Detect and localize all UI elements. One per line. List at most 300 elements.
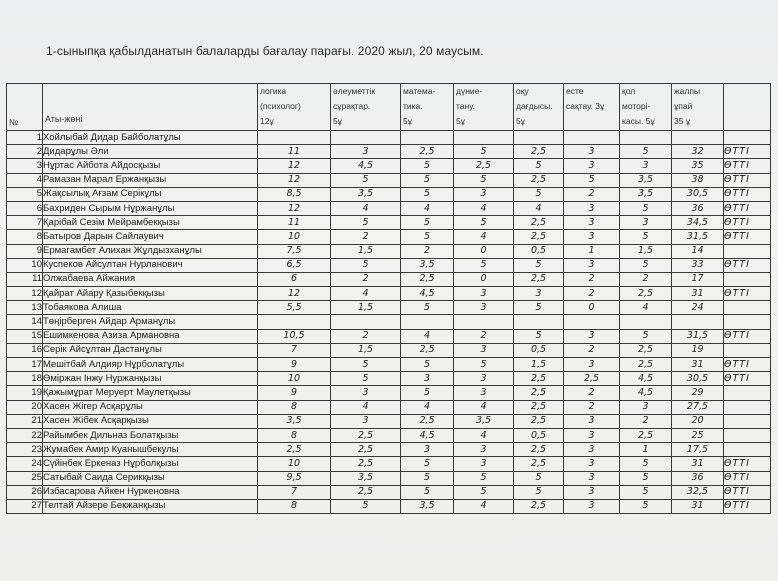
student-name: Олжабаева Айжания [43,272,258,286]
result-cell: ӨТТІ [724,372,771,386]
row-number: 10 [7,258,43,272]
score-cell [564,131,620,145]
score-cell: 17 [672,272,724,286]
score-cell: 5 [401,216,454,230]
score-cell: 5 [331,358,401,372]
score-cell: 5 [620,457,672,471]
score-cell: 12 [258,287,331,301]
score-cell: 3 [454,287,514,301]
score-cell: 2,5 [620,358,672,372]
header-math: матема- тика. 5ұ [401,84,454,131]
row-number: 21 [7,414,43,428]
row-number: 9 [7,244,43,258]
score-cell: 0 [454,244,514,258]
row-number: 24 [7,457,43,471]
score-cell: 4 [454,428,514,442]
score-cell: 2,5 [331,428,401,442]
header-memory: есте сақтау. 3ұ [564,84,620,131]
score-cell: 3 [564,485,620,499]
score-cell: 36 [672,201,724,215]
result-cell: ӨТТІ [724,258,771,272]
score-cell: 2 [454,329,514,343]
row-number: 23 [7,443,43,457]
result-cell [724,386,771,400]
result-cell: ӨТТІ [724,358,771,372]
score-cell: 4 [331,201,401,215]
score-cell: 3 [564,145,620,159]
score-cell: 3 [564,428,620,442]
score-cell: 3,5 [401,258,454,272]
score-cell: 4 [401,329,454,343]
header-no: № [7,84,43,131]
score-cell: 17,5 [672,443,724,457]
score-cell: 5 [331,173,401,187]
score-cell: 31 [672,457,724,471]
score-cell: 32,5 [672,485,724,499]
score-cell: 5 [454,216,514,230]
score-cell: 5 [514,258,564,272]
score-cell: 5 [401,485,454,499]
score-cell: 5 [331,499,401,513]
score-cell: 2,5 [514,145,564,159]
score-cell [454,131,514,145]
result-cell: ӨТТІ [724,287,771,301]
score-cell: 5 [564,173,620,187]
score-cell: 20 [672,414,724,428]
row-number: 27 [7,499,43,513]
score-cell: 2,5 [331,485,401,499]
student-name: Тобаякова Алиша [43,301,258,315]
result-cell [724,428,771,442]
table-row [7,485,771,499]
score-cell: 3 [564,443,620,457]
student-name: Қажымұрат Меруерт Маулетқызы [43,386,258,400]
score-cell: 3 [401,372,454,386]
score-cell [564,315,620,329]
score-cell: 2,5 [514,272,564,286]
score-cell: 3 [620,400,672,414]
score-cell: 3 [564,414,620,428]
score-cell: 5 [514,301,564,315]
score-cell [331,315,401,329]
score-cell: 6,5 [258,258,331,272]
score-cell: 3 [564,159,620,173]
score-cell: 2,5 [620,343,672,357]
score-cell: 3 [564,358,620,372]
score-cell: 34,5 [672,216,724,230]
score-cell: 2 [564,187,620,201]
student-name: Телтай Айзере Бекжанқызы [43,499,258,513]
student-name: Рамазан Марал Ержанқызы [43,173,258,187]
table-row [7,400,771,414]
student-name: Нұртас Айбота Айдосқызы [43,159,258,173]
score-cell: 5 [331,258,401,272]
score-cell: 31,5 [672,230,724,244]
result-cell: ӨТТІ [724,145,771,159]
score-cell: 12 [258,173,331,187]
score-cell: 5 [401,301,454,315]
score-cell: 4,5 [401,428,454,442]
score-cell: 19 [672,343,724,357]
score-cell: 1,5 [331,343,401,357]
score-cell: 5 [454,358,514,372]
score-cell: 1,5 [514,358,564,372]
score-cell: 3 [564,471,620,485]
score-cell: 8 [258,499,331,513]
table-row [7,159,771,173]
score-cell: 5 [401,230,454,244]
score-cell [514,315,564,329]
score-cell: 5 [331,216,401,230]
score-cell: 4 [331,287,401,301]
score-cell: 10,5 [258,329,331,343]
score-cell: 3 [331,414,401,428]
score-cell: 5 [514,329,564,343]
score-cell: 5,5 [258,301,331,315]
score-cell: 5 [454,145,514,159]
table-row [7,471,771,485]
score-cell: 2 [331,230,401,244]
score-cell: 3,5 [620,173,672,187]
score-cell: 5 [620,145,672,159]
table-row [7,244,771,258]
row-number: 8 [7,230,43,244]
table-row [7,173,771,187]
score-cell: 5 [401,173,454,187]
student-name: Райымбек Дильназ Болатқызы [43,428,258,442]
table-row [7,414,771,428]
score-cell: 1,5 [331,301,401,315]
score-cell: 5 [514,159,564,173]
result-cell [724,301,771,315]
score-cell: 2 [620,414,672,428]
result-cell [724,343,771,357]
header-result [724,84,771,131]
result-cell: ӨТТІ [724,485,771,499]
score-cell: 2,5 [331,443,401,457]
score-cell: 0,5 [514,343,564,357]
score-cell: 2,5 [514,216,564,230]
score-cell: 2,5 [564,372,620,386]
score-cell: 7 [258,343,331,357]
table-row [7,329,771,343]
result-cell: ӨТТІ [724,201,771,215]
student-name: Куспеков Айсултан Нурланович [43,258,258,272]
score-cell: 4 [454,230,514,244]
score-cell [620,131,672,145]
row-number: 2 [7,145,43,159]
score-cell: 6 [258,272,331,286]
score-cell: 3 [454,187,514,201]
row-number: 25 [7,471,43,485]
student-name: Ермагамбет Алихан Жұлдызханұлы [43,244,258,258]
score-cell: 2 [564,272,620,286]
score-cell: 3,5 [454,414,514,428]
score-cell: 3 [620,159,672,173]
score-cell: 5 [620,201,672,215]
score-cell [672,131,724,145]
score-cell: 2,5 [401,272,454,286]
score-cell: 10 [258,372,331,386]
header-motor: қол моторі- касы. 5ұ [620,84,672,131]
score-cell: 2,5 [514,400,564,414]
row-number: 5 [7,187,43,201]
score-cell: 32 [672,145,724,159]
score-cell: 5 [514,187,564,201]
score-cell: 5 [620,329,672,343]
score-cell: 5 [401,187,454,201]
row-number: 11 [7,272,43,286]
score-cell: 2 [620,272,672,286]
score-cell: 8,5 [258,187,331,201]
table-row [7,457,771,471]
result-cell: ӨТТІ [724,159,771,173]
table-row [7,499,771,513]
score-cell: 4 [401,201,454,215]
student-name: Дидарұлы Әли [43,145,258,159]
score-cell: 2,5 [401,343,454,357]
result-cell: ӨТТІ [724,173,771,187]
table-row [7,145,771,159]
score-cell: 3 [564,457,620,471]
score-cell: 3 [331,145,401,159]
score-cell: 5 [454,258,514,272]
score-cell: 2 [331,272,401,286]
score-cell: 3 [564,201,620,215]
score-cell: 3,5 [620,187,672,201]
row-number: 17 [7,358,43,372]
student-name: Хасен Жігер Асқарұлы [43,400,258,414]
student-name: Қарібай Сезім Мейрамбекқызы [43,216,258,230]
student-name: Хасен Жібек Асқарқызы [43,414,258,428]
result-cell [724,443,771,457]
score-cell: 5 [620,485,672,499]
result-cell: ӨТТІ [724,329,771,343]
score-cell: 2,5 [454,159,514,173]
score-cell: 3 [454,372,514,386]
score-cell: 33 [672,258,724,272]
score-cell: 3,5 [258,414,331,428]
score-cell: 4,5 [331,159,401,173]
score-cell: 29 [672,386,724,400]
score-cell [620,315,672,329]
table-row [7,131,771,145]
row-number: 19 [7,386,43,400]
result-cell: ӨТТІ [724,457,771,471]
header-social: әлеуметтік сұрақтар. 5ұ [331,84,401,131]
score-cell: 4 [331,400,401,414]
row-number: 22 [7,428,43,442]
table-row [7,287,771,301]
score-cell: 4 [514,201,564,215]
score-cell: 2,5 [514,457,564,471]
score-cell: 5 [514,471,564,485]
score-cell: 2,5 [620,287,672,301]
row-number: 16 [7,343,43,357]
table-row [7,301,771,315]
result-cell [724,315,771,329]
score-cell: 4,5 [620,372,672,386]
score-cell: 9 [258,386,331,400]
score-cell: 5 [401,471,454,485]
score-cell: 0,5 [514,244,564,258]
score-cell: 4,5 [401,287,454,301]
score-cell: 25 [672,428,724,442]
student-name: Серік Айсұлтан Дастанұлы [43,343,258,357]
row-number: 7 [7,216,43,230]
score-cell [401,131,454,145]
student-name: Жумабек Амир Куанышбекулы [43,443,258,457]
score-cell: 7,5 [258,244,331,258]
row-number: 1 [7,131,43,145]
result-cell: ӨТТІ [724,230,771,244]
table-row [7,230,771,244]
score-cell: 0 [564,301,620,315]
table-row [7,201,771,215]
score-cell: 1,5 [620,244,672,258]
score-cell [258,315,331,329]
row-number: 15 [7,329,43,343]
score-cell: 3,5 [331,471,401,485]
score-cell: 5 [454,173,514,187]
score-cell: 2,5 [514,443,564,457]
header-reading: оқу дағдысы. 5ұ [514,84,564,131]
score-cell: 1 [564,244,620,258]
result-cell [724,244,771,258]
score-cell: 1 [620,443,672,457]
score-cell: 2 [564,386,620,400]
assessment-table [6,83,771,514]
score-cell: 31,5 [672,329,724,343]
score-cell: 5 [401,457,454,471]
score-cell: 3 [454,386,514,400]
score-cell [258,131,331,145]
header-name: Аты-жөні [43,84,258,131]
result-cell [724,414,771,428]
score-cell: 3 [401,443,454,457]
score-cell: 2 [564,287,620,301]
score-cell: 3 [454,457,514,471]
score-cell [401,315,454,329]
score-cell: 5 [620,471,672,485]
score-cell: 2,5 [514,414,564,428]
row-number: 12 [7,287,43,301]
score-cell: 2 [331,329,401,343]
score-cell: 12 [258,159,331,173]
student-name: Батыров Дарын Сайлаувич [43,230,258,244]
score-cell: 2,5 [514,386,564,400]
table-header-row [7,84,771,131]
score-cell: 38 [672,173,724,187]
row-number: 14 [7,315,43,329]
table-row [7,187,771,201]
score-cell: 4,5 [620,386,672,400]
score-cell: 2,5 [514,499,564,513]
score-cell: 3 [454,301,514,315]
score-cell: 3 [564,499,620,513]
student-name: Мешітбай Алдияр Нұрболатұлы [43,358,258,372]
score-cell: 2 [564,343,620,357]
result-cell: ӨТТІ [724,187,771,201]
table-row [7,272,771,286]
row-number: 13 [7,301,43,315]
score-cell: 0 [454,272,514,286]
student-name: Сатыбай Саида Серикқызы [43,471,258,485]
score-cell: 2 [564,400,620,414]
row-number: 20 [7,400,43,414]
result-cell [724,131,771,145]
score-cell: 2,5 [514,372,564,386]
score-cell: 5 [454,485,514,499]
score-cell: 4 [401,400,454,414]
score-cell: 5 [401,358,454,372]
table-row [7,428,771,442]
score-cell: 5 [331,372,401,386]
score-cell: 5 [401,159,454,173]
score-cell: 7 [258,485,331,499]
score-cell: 36 [672,471,724,485]
score-cell: 11 [258,216,331,230]
score-cell [514,131,564,145]
score-cell: 3,5 [331,187,401,201]
table-row [7,315,771,329]
score-cell: 2,5 [514,230,564,244]
score-cell: 30,5 [672,372,724,386]
score-cell: 31 [672,287,724,301]
score-cell: 2,5 [620,428,672,442]
table-row [7,343,771,357]
table-row [7,258,771,272]
score-cell: 5 [620,499,672,513]
score-cell: 10 [258,457,331,471]
result-cell [724,400,771,414]
score-cell: 5 [514,485,564,499]
score-cell: 3 [620,216,672,230]
score-cell: 2,5 [331,457,401,471]
score-cell: 3 [514,287,564,301]
result-cell: ӨТТІ [724,471,771,485]
score-cell: 8 [258,400,331,414]
score-cell: 1,5 [331,244,401,258]
row-number: 6 [7,201,43,215]
score-cell: 5 [401,386,454,400]
table-row [7,358,771,372]
sheet-title: 1-сыныпқа қабылданатын балаларды бағалау парағы. 2020 жыл, 20 маусым. [46,44,484,58]
student-name: Сүйінбек Еркеназ Нұрболқызы [43,457,258,471]
score-cell: 30,5 [672,187,724,201]
score-cell [454,315,514,329]
table-row [7,443,771,457]
result-cell [724,272,771,286]
score-cell: 3 [564,329,620,343]
score-cell [331,131,401,145]
score-cell: 12 [258,201,331,215]
score-cell: 31 [672,358,724,372]
row-number: 4 [7,173,43,187]
student-name: Төңірберген Айдар Арманұлы [43,315,258,329]
table-row [7,386,771,400]
row-number: 18 [7,372,43,386]
score-cell: 5 [454,471,514,485]
score-cell: 3 [331,386,401,400]
header-total: жалпы ұпай 35 ұ [672,84,724,131]
score-cell: 2,5 [514,173,564,187]
score-cell: 3 [564,230,620,244]
score-cell: 4 [454,499,514,513]
student-name: Бахриден Сырым Нұржанұлы [43,201,258,215]
result-cell: ӨТТІ [724,499,771,513]
score-cell: 27,5 [672,400,724,414]
